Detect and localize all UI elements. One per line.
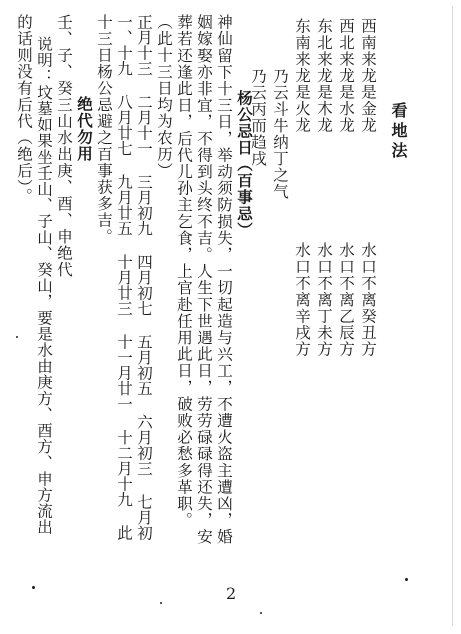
jue-body-line-3: 的话则没有后代（绝后）。 [15,14,33,205]
scan-speck [160,602,162,604]
yang-dates-line-3: 十三日杨公忌避之百事获多吉。 [95,14,113,245]
kan-line-2-lower: 水口不离乙辰方 [337,242,355,358]
scan-speck [32,586,35,589]
yang-dates-line-1: 正月十三 二月十一 三月初九 四月初七 五月初五 六月初三 七月初 [135,14,153,541]
scan-speck [16,336,18,338]
kan-line-1-lower: 水口不离癸丑方 [359,242,377,358]
jue-body-line-1: 壬、子、癸三山水出庚、酉、申绝代 [55,14,73,278]
yang-body-line-1: 神仙留下十三日，举动须防损失，一切起造与兴工，不遭火盗主遭凶，婚 [215,14,233,546]
yang-dates-line-2: 一、十九 八月廿七 九月廿五 十月廿三 十一月廿一 十二月十九 此 [115,14,133,541]
kan-line-4-lower: 水口不离辛戌方 [293,242,311,358]
scan-speck [405,578,408,581]
section-title-jue-dai-wu-yong: 绝代勿用 [75,96,93,162]
kan-line-2-upper: 西北来龙是水龙 [337,18,355,134]
section-title-kan-di-fa: 看地法 [389,102,408,162]
note-line-1: 乃云斗牛纳丁之气 [271,68,289,200]
kan-line-3-lower: 水口不离丁未方 [315,242,333,358]
yang-body-line-2: 姻嫁娶亦非宜，不得到头终不吉。人生下世遇此日，劳劳碌碌得还失，安 [195,14,213,546]
kan-line-1-upper: 西南来龙是金龙 [359,18,377,134]
kan-line-4-upper: 东南来龙是火龙 [293,18,311,134]
document-page [10,6,453,626]
yang-body-line-3: 葬若还逢此日，后代儿孙主乞食，上官赴任用此日，破败必愁多革职。 [175,14,193,529]
page-number: 2 [226,584,237,603]
jue-body-line-2: 说明：坟墓如果坐壬山、子山、癸山，要是水由庚方、酉方、申方流出 [35,36,53,536]
note-line-2: 乃云丙而趋戌 [249,68,267,167]
section-title-yang-gong-ji-ri: 杨公忌日（百事忌） [235,90,253,239]
kan-line-3-upper: 东北来龙是木龙 [315,18,333,134]
scan-speck [260,612,262,614]
yang-body-note: （此十三日均为农历） [155,14,173,179]
